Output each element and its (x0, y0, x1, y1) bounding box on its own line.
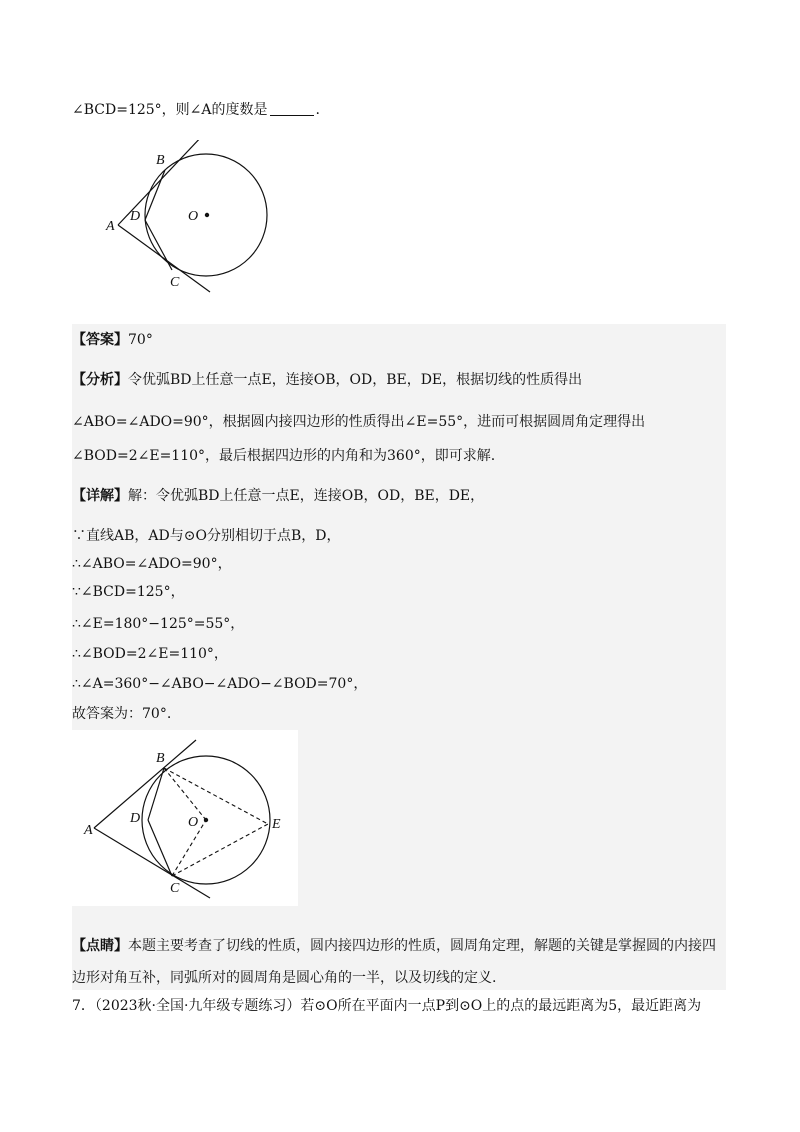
tangent-ac (118, 225, 210, 292)
answer-line (72, 330, 153, 350)
figure-2-diagram (72, 730, 298, 906)
comment-line-2: 边形对角互补，同弧所对的圆周角是圆心角的一半，以及切线的定义. (72, 970, 497, 986)
next-question: 7．（2023秋·全国·九年级专题练习）若⊙O所在平面内一点P到⊙O上的点的最远距离为5，最近距离为 (72, 998, 702, 1014)
center-dot (204, 818, 208, 822)
detail-step: ∵∠BCD=125°， (72, 584, 185, 600)
detail-step: ∵直线AB，AD与⊙O分别相切于点B，D， (72, 528, 341, 544)
detail-step: ∴∠BOD=2∠E=110°， (72, 646, 228, 662)
segment-bo (164, 768, 206, 820)
detail-step: ∴∠E=180°−125°=55°， (72, 616, 245, 632)
chord-dc (145, 220, 172, 270)
chord-bd (148, 768, 164, 820)
center-dot (205, 213, 209, 217)
label-e: E (272, 817, 281, 832)
analysis-line-3: ∠BOD=2∠E=110°，最后根据四边形的内角和为360°，即可求解. (72, 448, 496, 464)
analysis-text-1: 令优弧BD上任意一点E，连接OB，OD，BE，DE，根据切线的性质得出 (128, 372, 583, 388)
label-c: C (170, 881, 180, 896)
comment-tag: 【点睛】 (72, 938, 128, 954)
answer-tag: 【答案】 (72, 332, 128, 348)
comment-line-1 (72, 936, 716, 956)
question-suffix: . (315, 102, 320, 118)
label-a: A (84, 823, 93, 838)
question-prefix: ∠BCD=125°，则∠A的度数是 (72, 102, 268, 118)
label-o: O (188, 815, 199, 830)
label-b: B (156, 751, 165, 766)
label-c: C (170, 275, 180, 290)
detail-text-1: 解：令优弧BD上任意一点E，连接OB，OD，BE，DE， (128, 488, 485, 504)
answer-blank (270, 101, 314, 116)
analysis-tag: 【分析】 (72, 372, 128, 388)
label-a: A (106, 219, 115, 234)
comment-text-1: 本题主要考查了切线的性质，圆内接四边形的性质，圆周角定理，解题的关键是掌握圆的内接四 (128, 938, 716, 954)
detail-tag: 【详解】 (72, 488, 128, 504)
figure-1-diagram (80, 140, 300, 300)
figure-2-box (72, 730, 298, 906)
detail-step: ∴∠ABO=∠ADO=90°， (72, 556, 232, 572)
detail-step: ∴∠A=360°−∠ABO−∠ADO−∠BOD=70°， (72, 676, 368, 692)
tangent-ab (94, 740, 199, 830)
label-d: D (130, 209, 141, 224)
analysis-line-1 (72, 370, 582, 390)
label-b: B (156, 153, 165, 168)
question-tail (72, 100, 320, 120)
label-o: O (188, 209, 199, 224)
tangent-ac (94, 828, 210, 898)
detail-line-1 (72, 486, 484, 506)
segment-ce (172, 824, 268, 876)
answer-value: 70° (128, 332, 153, 348)
label-d: D (130, 811, 141, 826)
detail-step: 故答案为：70°. (72, 706, 172, 722)
analysis-line-2: ∠ABO=∠ADO=90°，根据圆内接四边形的性质得出∠E=55°，进而可根据圆周角定理得出 (72, 414, 646, 430)
